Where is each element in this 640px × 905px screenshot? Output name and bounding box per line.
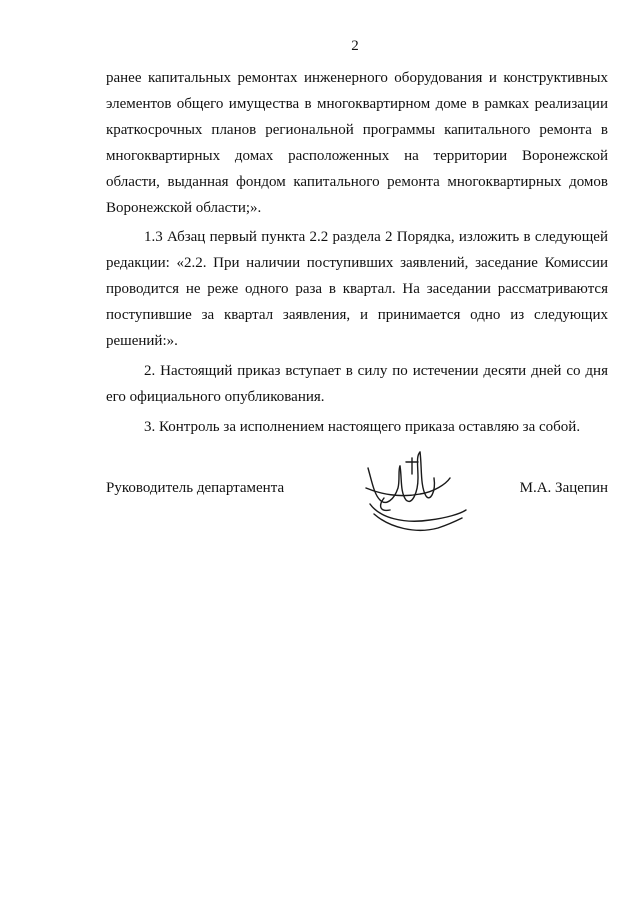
paragraph-item-2: 2. Настоящий приказ вступает в силу по истечении десяти дней со дня его официального опубликования. bbox=[106, 362, 608, 405]
paragraph-item-1-3: 1.3 Абзац первый пункта 2.2 раздела 2 Порядка, изложить в следующей редакции: «2.2. При наличии поступивших заявлений, заседание Комиссии проводится не реже одного раза в квартал. На заседании рассматриваются поступившие за квартал заявления, и принимается одно из следующих решений:». bbox=[106, 229, 608, 350]
document-body bbox=[106, 66, 608, 441]
signatory-name: М.А. Зацепин bbox=[519, 480, 608, 496]
page-number: 2 bbox=[351, 38, 359, 54]
signature-row bbox=[106, 480, 608, 508]
handwritten-signature bbox=[360, 448, 472, 544]
signatory-title: Руководитель департамента bbox=[106, 480, 285, 496]
paragraph-item-3: 3. Контроль за исполнением настоящего приказа оставляю за собой. bbox=[144, 418, 581, 435]
paragraph-continuation: ранее капитальных ремонтах инженерного оборудования и конструктивных элементов общего имущества в многоквартирном доме в рамках реализации краткосрочных планов региональной программы капитального ремонта в многоквартирных домах расположенных на территории Воронежской области, выданная фондом капитального ремонта многоквартирных домов Воронежской области;». bbox=[106, 70, 608, 216]
